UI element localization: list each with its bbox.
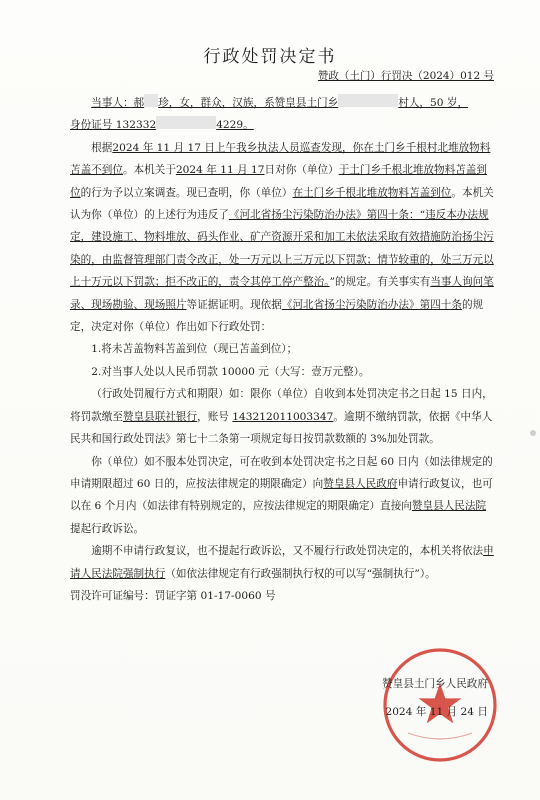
text-run: 逾期不申请行政复议，也不提起行政诉讼，又不履行行政处罚决定的，本机关将依法 xyxy=(91,545,484,558)
party-age: 村人，50 岁， xyxy=(398,97,469,109)
redaction-block xyxy=(144,94,158,107)
text-run: 。逾期不缴纳罚款，依据《中华人民共和国行政处罚法》第七十二条第一项规定每日按罚款数额的 3%加处罚款。 xyxy=(70,410,493,446)
payment-paragraph xyxy=(70,383,494,450)
filled-text: 申请人民法院强制执行 xyxy=(70,545,494,580)
filled-text: 在土门乡千根北堆放物料苫盖到位 xyxy=(292,186,452,199)
permit-number xyxy=(70,585,494,607)
redaction-block xyxy=(156,116,216,129)
binding-hole xyxy=(530,430,536,436)
text-run: 等证据证明。现依据 xyxy=(186,298,282,311)
filled-text: 2024 年 11 月 17 xyxy=(175,164,265,177)
facts-paragraph xyxy=(70,137,494,339)
filled-text: 赞皇县人民法院 xyxy=(411,500,487,513)
text-run: 的行为予以立案调查。现已查明，你（单位） xyxy=(80,186,293,199)
text-run: 根据 xyxy=(91,141,113,154)
document-body xyxy=(70,92,494,607)
party-id-suffix: 4229。 xyxy=(216,119,254,132)
issue-date: 2024 年 11 月 24 日 xyxy=(385,706,488,718)
text-run: 你（单位）如不服本处罚决定，可在收到本处罚决定书之日起 60 日内（如法律规定的申请期限超过 60 日的，应按法律规定的期限确定）向 xyxy=(70,455,493,490)
text-run: 日对你（单位） xyxy=(264,164,339,177)
document-number: 赞政（土门）行罚决（2024）012 号 xyxy=(317,70,494,82)
filled-text: 《河北省扬尘污染防治办法》第四十条：“违反本办法规定，建设施工、物料堆放、码头作业、矿产资源开采和加工未依法采取有效措施防治扬尘污染的，由监督管理部门责令改正，处一万元以上三万元以下罚款；情节较重的，处三万元以上十万元以下罚款；拒不改正的，责令其停工停产整治。 xyxy=(70,209,494,289)
filled-text: 当事人询问笔录、现场勘验、现场照片 xyxy=(70,276,494,311)
filled-text: 赞皇县人民政府 xyxy=(323,477,398,490)
text-run: ，账号 xyxy=(197,410,233,423)
filled-text: 143212011003347 xyxy=(232,410,334,423)
party-details: 珍，女，群众，汉族，系赞皇县土门乡 xyxy=(158,97,339,109)
enforcement-paragraph xyxy=(70,540,494,585)
text-run: 。本机关于 xyxy=(122,164,176,177)
filled-text: 《河北省扬尘污染防治办法》第四十条 xyxy=(281,298,462,311)
filled-text: 于土门乡千根北堆放物料苫盖到位 xyxy=(70,164,487,199)
seal-arc xyxy=(408,733,472,739)
text-run: 的规定，决定对你（单位）作出如下行政处罚： xyxy=(70,298,484,334)
text-run: 申请行政复议，也可以在 6 个月内（如法律有特别规定的，应按法律规定的期限确定）直接向 xyxy=(70,477,493,513)
document-title: 行政处罚决定书 xyxy=(203,47,337,67)
party-name-prefix: 当事人：郝 xyxy=(91,97,145,109)
filled-text: 2024 年 11 月 17 日上午我乡执法人员巡查发现，你在土门乡千根村北堆放物料苫盖不到位 xyxy=(70,141,491,177)
text-run: 提起行政诉讼。 xyxy=(70,522,145,535)
text-run: ”的规定。有关事实有 xyxy=(329,276,431,289)
party-id-prefix: 身份证号 132332 xyxy=(70,119,157,132)
party-info xyxy=(70,92,494,137)
appeal-paragraph xyxy=(70,451,494,541)
decision-item: 1.将未苫盖物料苫盖到位（现已苫盖到位）； xyxy=(91,343,298,356)
decision-item: 2.对当事人处以人民币罚款 10000 元（大写：壹万元整）。 xyxy=(91,365,370,378)
text-run: （行政处罚履行方式和期限）如：限你（单位）自收到本处罚决定书之日起 15 日内，将罚款缴至 xyxy=(70,388,493,423)
signature-block xyxy=(382,670,488,726)
text-run: （如依法律规定有行政强制执行权的可以写“强制执行”）。 xyxy=(165,567,436,580)
permit-label: 罚没许可证编号： xyxy=(70,589,155,602)
text-run: 。本机关认为你（单位）的上述行为违反了 xyxy=(70,186,494,222)
permit-value: 罚证字第 01-17-0060 号 xyxy=(154,589,276,602)
redaction-block xyxy=(338,94,398,107)
filled-text: 赞皇县联社银行 xyxy=(122,410,198,423)
issuing-authority: 赞皇县土门乡人民政府 xyxy=(382,678,488,690)
